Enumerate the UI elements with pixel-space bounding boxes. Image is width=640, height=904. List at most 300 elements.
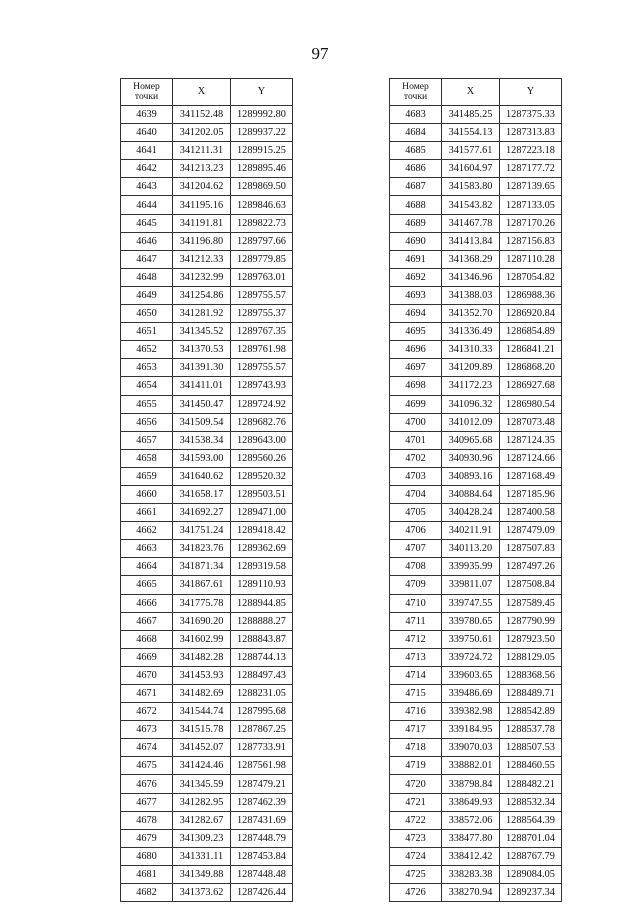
cell-y: 1286927.68 bbox=[500, 377, 562, 395]
cell-x: 341413.84 bbox=[442, 232, 500, 250]
cell-y: 1287453.84 bbox=[231, 847, 293, 865]
table-row bbox=[390, 178, 562, 196]
cell-point-number: 4669 bbox=[121, 648, 173, 666]
cell-point-number: 4665 bbox=[121, 576, 173, 594]
cell-point-number: 4716 bbox=[390, 703, 442, 721]
cell-x: 341352.70 bbox=[442, 305, 500, 323]
table-row bbox=[390, 594, 562, 612]
cell-point-number: 4663 bbox=[121, 540, 173, 558]
cell-point-number: 4676 bbox=[121, 775, 173, 793]
cell-point-number: 4671 bbox=[121, 685, 173, 703]
cell-point-number: 4655 bbox=[121, 395, 173, 413]
cell-x: 341692.27 bbox=[173, 504, 231, 522]
cell-x: 341450.47 bbox=[173, 395, 231, 413]
cell-point-number: 4677 bbox=[121, 793, 173, 811]
table-row bbox=[390, 413, 562, 431]
cell-y: 1289362.69 bbox=[231, 540, 293, 558]
cell-point-number: 4686 bbox=[390, 160, 442, 178]
cell-y: 1287426.44 bbox=[231, 884, 293, 902]
cell-point-number: 4647 bbox=[121, 250, 173, 268]
cell-y: 1287124.66 bbox=[500, 449, 562, 467]
table-row bbox=[121, 268, 293, 286]
cell-x: 340893.16 bbox=[442, 467, 500, 485]
column-header-x: X bbox=[173, 79, 231, 106]
cell-point-number: 4668 bbox=[121, 630, 173, 648]
cell-point-number: 4649 bbox=[121, 286, 173, 304]
cell-point-number: 4662 bbox=[121, 522, 173, 540]
cell-y: 1288888.27 bbox=[231, 612, 293, 630]
cell-point-number: 4657 bbox=[121, 431, 173, 449]
cell-point-number: 4706 bbox=[390, 522, 442, 540]
table-header-row bbox=[390, 79, 562, 106]
cell-y: 1289724.92 bbox=[231, 395, 293, 413]
cell-point-number: 4707 bbox=[390, 540, 442, 558]
table-row bbox=[390, 721, 562, 739]
cell-y: 1286868.20 bbox=[500, 359, 562, 377]
cell-y: 1289084.05 bbox=[500, 865, 562, 883]
cell-point-number: 4725 bbox=[390, 865, 442, 883]
table-row bbox=[121, 703, 293, 721]
cell-x: 338412.42 bbox=[442, 847, 500, 865]
table-row bbox=[121, 576, 293, 594]
table-row bbox=[121, 504, 293, 522]
cell-y: 1287589.45 bbox=[500, 594, 562, 612]
table-row bbox=[390, 449, 562, 467]
cell-y: 1289937.22 bbox=[231, 124, 293, 142]
cell-y: 1289992.80 bbox=[231, 106, 293, 124]
cell-point-number: 4693 bbox=[390, 286, 442, 304]
cell-x: 341823.76 bbox=[173, 540, 231, 558]
table-row bbox=[121, 829, 293, 847]
table-row bbox=[121, 377, 293, 395]
table-row bbox=[390, 431, 562, 449]
table-row bbox=[121, 648, 293, 666]
cell-y: 1287177.72 bbox=[500, 160, 562, 178]
table-row bbox=[390, 847, 562, 865]
cell-x: 341012.09 bbox=[442, 413, 500, 431]
cell-point-number: 4664 bbox=[121, 558, 173, 576]
cell-x: 341543.82 bbox=[442, 196, 500, 214]
cell-point-number: 4682 bbox=[121, 884, 173, 902]
cell-y: 1289797.66 bbox=[231, 232, 293, 250]
cell-y: 1286920.84 bbox=[500, 305, 562, 323]
cell-x: 341751.24 bbox=[173, 522, 231, 540]
table-row bbox=[390, 558, 562, 576]
cell-x: 341349.88 bbox=[173, 865, 231, 883]
cell-x: 341577.61 bbox=[442, 142, 500, 160]
cell-x: 341232.99 bbox=[173, 268, 231, 286]
table-row bbox=[390, 865, 562, 883]
table-row bbox=[121, 775, 293, 793]
table-row bbox=[121, 540, 293, 558]
cell-x: 341452.07 bbox=[173, 739, 231, 757]
cell-y: 1289520.32 bbox=[231, 467, 293, 485]
table-row bbox=[121, 124, 293, 142]
cell-x: 341172.23 bbox=[442, 377, 500, 395]
table-row bbox=[390, 305, 562, 323]
cell-x: 341309.23 bbox=[173, 829, 231, 847]
cell-x: 340965.68 bbox=[442, 431, 500, 449]
cell-y: 1287995.68 bbox=[231, 703, 293, 721]
cell-x: 339935.99 bbox=[442, 558, 500, 576]
table-row bbox=[121, 359, 293, 377]
cell-x: 340930.96 bbox=[442, 449, 500, 467]
cell-point-number: 4697 bbox=[390, 359, 442, 377]
cell-point-number: 4687 bbox=[390, 178, 442, 196]
cell-y: 1289822.73 bbox=[231, 214, 293, 232]
cell-y: 1287867.25 bbox=[231, 721, 293, 739]
cell-x: 341467.78 bbox=[442, 214, 500, 232]
cell-x: 341453.93 bbox=[173, 666, 231, 684]
cell-x: 341544.74 bbox=[173, 703, 231, 721]
table-row bbox=[390, 612, 562, 630]
cell-x: 341336.49 bbox=[442, 323, 500, 341]
cell-point-number: 4672 bbox=[121, 703, 173, 721]
cell-y: 1287790.99 bbox=[500, 612, 562, 630]
cell-x: 341411.01 bbox=[173, 377, 231, 395]
table-row bbox=[121, 485, 293, 503]
cell-y: 1286980.54 bbox=[500, 395, 562, 413]
cell-point-number: 4643 bbox=[121, 178, 173, 196]
cell-point-number: 4703 bbox=[390, 467, 442, 485]
cell-point-number: 4667 bbox=[121, 612, 173, 630]
cell-y: 1287508.84 bbox=[500, 576, 562, 594]
cell-y: 1288460.55 bbox=[500, 757, 562, 775]
table-row bbox=[121, 341, 293, 359]
cell-y: 1287462.39 bbox=[231, 793, 293, 811]
cell-x: 341209.89 bbox=[442, 359, 500, 377]
cell-y: 1289682.76 bbox=[231, 413, 293, 431]
table-row bbox=[390, 648, 562, 666]
cell-point-number: 4640 bbox=[121, 124, 173, 142]
cell-x: 341213.23 bbox=[173, 160, 231, 178]
column-header-y: Y bbox=[500, 79, 562, 106]
cell-x: 339724.72 bbox=[442, 648, 500, 666]
cell-y: 1289779.85 bbox=[231, 250, 293, 268]
table-row bbox=[390, 666, 562, 684]
cell-y: 1289869.50 bbox=[231, 178, 293, 196]
cell-x: 341345.52 bbox=[173, 323, 231, 341]
table-row bbox=[121, 666, 293, 684]
table-row bbox=[390, 630, 562, 648]
cell-x: 340428.24 bbox=[442, 504, 500, 522]
cell-x: 339747.55 bbox=[442, 594, 500, 612]
table-row bbox=[121, 250, 293, 268]
cell-y: 1289110.93 bbox=[231, 576, 293, 594]
table-row bbox=[121, 160, 293, 178]
cell-x: 341871.34 bbox=[173, 558, 231, 576]
cell-point-number: 4704 bbox=[390, 485, 442, 503]
cell-point-number: 4712 bbox=[390, 630, 442, 648]
cell-y: 1289767.35 bbox=[231, 323, 293, 341]
cell-y: 1289560.26 bbox=[231, 449, 293, 467]
table-row bbox=[390, 504, 562, 522]
table-row bbox=[121, 467, 293, 485]
cell-point-number: 4699 bbox=[390, 395, 442, 413]
cell-point-number: 4661 bbox=[121, 504, 173, 522]
cell-point-number: 4717 bbox=[390, 721, 442, 739]
cell-x: 340113.20 bbox=[442, 540, 500, 558]
table-row bbox=[121, 558, 293, 576]
cell-point-number: 4683 bbox=[390, 106, 442, 124]
cell-point-number: 4711 bbox=[390, 612, 442, 630]
cell-point-number: 4653 bbox=[121, 359, 173, 377]
table-row bbox=[390, 395, 562, 413]
column-header-x: X bbox=[442, 79, 500, 106]
cell-point-number: 4651 bbox=[121, 323, 173, 341]
cell-x: 341690.20 bbox=[173, 612, 231, 630]
cell-point-number: 4681 bbox=[121, 865, 173, 883]
cell-point-number: 4700 bbox=[390, 413, 442, 431]
cell-x: 339382.98 bbox=[442, 703, 500, 721]
table-row bbox=[390, 323, 562, 341]
table-row bbox=[390, 793, 562, 811]
cell-point-number: 4641 bbox=[121, 142, 173, 160]
cell-point-number: 4726 bbox=[390, 884, 442, 902]
cell-y: 1286841.21 bbox=[500, 341, 562, 359]
cell-y: 1289755.57 bbox=[231, 359, 293, 377]
cell-point-number: 4666 bbox=[121, 594, 173, 612]
cell-y: 1287054.82 bbox=[500, 268, 562, 286]
table-row bbox=[121, 431, 293, 449]
table-row bbox=[121, 449, 293, 467]
cell-x: 338649.93 bbox=[442, 793, 500, 811]
cell-y: 1287124.35 bbox=[500, 431, 562, 449]
cell-y: 1286988.36 bbox=[500, 286, 562, 304]
table-row bbox=[390, 829, 562, 847]
table-row bbox=[390, 268, 562, 286]
cell-point-number: 4646 bbox=[121, 232, 173, 250]
cell-y: 1288701.04 bbox=[500, 829, 562, 847]
cell-x: 339486.69 bbox=[442, 685, 500, 703]
cell-x: 341370.53 bbox=[173, 341, 231, 359]
table-row bbox=[390, 232, 562, 250]
cell-y: 1287156.83 bbox=[500, 232, 562, 250]
table-row bbox=[121, 865, 293, 883]
cell-y: 1288489.71 bbox=[500, 685, 562, 703]
table-header-row bbox=[121, 79, 293, 106]
cell-x: 340884.64 bbox=[442, 485, 500, 503]
cell-y: 1287375.33 bbox=[500, 106, 562, 124]
cell-point-number: 4690 bbox=[390, 232, 442, 250]
cell-point-number: 4721 bbox=[390, 793, 442, 811]
cell-y: 1288532.34 bbox=[500, 793, 562, 811]
table-row bbox=[121, 323, 293, 341]
cell-point-number: 4698 bbox=[390, 377, 442, 395]
cell-point-number: 4642 bbox=[121, 160, 173, 178]
table-row bbox=[390, 775, 562, 793]
table-row bbox=[390, 703, 562, 721]
cell-y: 1288537.78 bbox=[500, 721, 562, 739]
cell-point-number: 4722 bbox=[390, 811, 442, 829]
cell-x: 338477.80 bbox=[442, 829, 500, 847]
cell-point-number: 4701 bbox=[390, 431, 442, 449]
cell-y: 1287223.18 bbox=[500, 142, 562, 160]
table-row bbox=[121, 142, 293, 160]
cell-point-number: 4659 bbox=[121, 467, 173, 485]
cell-y: 1287110.28 bbox=[500, 250, 562, 268]
cell-point-number: 4692 bbox=[390, 268, 442, 286]
cell-y: 1289755.37 bbox=[231, 305, 293, 323]
cell-point-number: 4673 bbox=[121, 721, 173, 739]
cell-y: 1287313.83 bbox=[500, 124, 562, 142]
table-row bbox=[121, 612, 293, 630]
cell-point-number: 4654 bbox=[121, 377, 173, 395]
table-row bbox=[121, 214, 293, 232]
cell-y: 1289503.51 bbox=[231, 485, 293, 503]
cell-x: 339070.03 bbox=[442, 739, 500, 757]
cell-y: 1289895.46 bbox=[231, 160, 293, 178]
cell-point-number: 4680 bbox=[121, 847, 173, 865]
cell-x: 341191.81 bbox=[173, 214, 231, 232]
cell-point-number: 4679 bbox=[121, 829, 173, 847]
cell-y: 1287507.83 bbox=[500, 540, 562, 558]
table-row bbox=[121, 196, 293, 214]
cell-point-number: 4688 bbox=[390, 196, 442, 214]
cell-x: 341331.11 bbox=[173, 847, 231, 865]
cell-point-number: 4715 bbox=[390, 685, 442, 703]
cell-x: 341152.48 bbox=[173, 106, 231, 124]
cell-y: 1289915.25 bbox=[231, 142, 293, 160]
table-row bbox=[121, 793, 293, 811]
cell-point-number: 4644 bbox=[121, 196, 173, 214]
cell-y: 1289763.01 bbox=[231, 268, 293, 286]
table-row bbox=[390, 884, 562, 902]
cell-x: 341211.31 bbox=[173, 142, 231, 160]
table-row bbox=[121, 721, 293, 739]
cell-point-number: 4709 bbox=[390, 576, 442, 594]
cell-point-number: 4674 bbox=[121, 739, 173, 757]
cell-point-number: 4648 bbox=[121, 268, 173, 286]
cell-point-number: 4675 bbox=[121, 757, 173, 775]
cell-y: 1289761.98 bbox=[231, 341, 293, 359]
cell-y: 1287479.21 bbox=[231, 775, 293, 793]
cell-point-number: 4713 bbox=[390, 648, 442, 666]
cell-x: 341310.33 bbox=[442, 341, 500, 359]
cell-x: 341096.32 bbox=[442, 395, 500, 413]
cell-point-number: 4691 bbox=[390, 250, 442, 268]
cell-point-number: 4714 bbox=[390, 666, 442, 684]
cell-x: 338283.38 bbox=[442, 865, 500, 883]
cell-x: 341583.80 bbox=[442, 178, 500, 196]
cell-point-number: 4702 bbox=[390, 449, 442, 467]
cell-y: 1287431.69 bbox=[231, 811, 293, 829]
table-row bbox=[121, 305, 293, 323]
cell-point-number: 4710 bbox=[390, 594, 442, 612]
cell-x: 341204.62 bbox=[173, 178, 231, 196]
cell-x: 341640.62 bbox=[173, 467, 231, 485]
cell-x: 340211.91 bbox=[442, 522, 500, 540]
cell-y: 1287073.48 bbox=[500, 413, 562, 431]
cell-x: 339603.65 bbox=[442, 666, 500, 684]
cell-y: 1289237.34 bbox=[500, 884, 562, 902]
cell-point-number: 4724 bbox=[390, 847, 442, 865]
cell-x: 341482.28 bbox=[173, 648, 231, 666]
cell-point-number: 4650 bbox=[121, 305, 173, 323]
cell-x: 338798.84 bbox=[442, 775, 500, 793]
cell-x: 341593.00 bbox=[173, 449, 231, 467]
table-row bbox=[390, 467, 562, 485]
table-row bbox=[121, 286, 293, 304]
cell-x: 341602.99 bbox=[173, 630, 231, 648]
cell-y: 1289643.00 bbox=[231, 431, 293, 449]
cell-point-number: 4658 bbox=[121, 449, 173, 467]
cell-y: 1287479.09 bbox=[500, 522, 562, 540]
cell-x: 338572.06 bbox=[442, 811, 500, 829]
cell-x: 341391.30 bbox=[173, 359, 231, 377]
table-row bbox=[390, 214, 562, 232]
table-row bbox=[390, 341, 562, 359]
table-row bbox=[390, 286, 562, 304]
cell-y: 1287448.79 bbox=[231, 829, 293, 847]
table-row bbox=[121, 630, 293, 648]
table-row bbox=[121, 757, 293, 775]
cell-point-number: 4639 bbox=[121, 106, 173, 124]
table-row bbox=[121, 884, 293, 902]
table-row bbox=[390, 540, 562, 558]
table-row bbox=[121, 413, 293, 431]
cell-x: 339750.61 bbox=[442, 630, 500, 648]
table-row bbox=[390, 250, 562, 268]
table-row bbox=[390, 377, 562, 395]
table-row bbox=[390, 811, 562, 829]
table-row bbox=[390, 196, 562, 214]
cell-y: 1288129.05 bbox=[500, 648, 562, 666]
cell-x: 341196.80 bbox=[173, 232, 231, 250]
cell-x: 341254.86 bbox=[173, 286, 231, 304]
cell-point-number: 4694 bbox=[390, 305, 442, 323]
cell-y: 1289846.63 bbox=[231, 196, 293, 214]
table-row bbox=[121, 395, 293, 413]
cell-point-number: 4695 bbox=[390, 323, 442, 341]
cell-x: 339184.95 bbox=[442, 721, 500, 739]
cell-x: 341485.25 bbox=[442, 106, 500, 124]
cell-y: 1287497.26 bbox=[500, 558, 562, 576]
cell-x: 341346.96 bbox=[442, 268, 500, 286]
table-row bbox=[121, 594, 293, 612]
cell-x: 339780.65 bbox=[442, 612, 500, 630]
cell-x: 341515.78 bbox=[173, 721, 231, 739]
cell-y: 1288497.43 bbox=[231, 666, 293, 684]
cell-point-number: 4645 bbox=[121, 214, 173, 232]
cell-y: 1287168.49 bbox=[500, 467, 562, 485]
table-row bbox=[390, 576, 562, 594]
table-row bbox=[121, 522, 293, 540]
cell-x: 341658.17 bbox=[173, 485, 231, 503]
table-row bbox=[121, 178, 293, 196]
cell-y: 1287139.65 bbox=[500, 178, 562, 196]
cell-x: 341373.62 bbox=[173, 884, 231, 902]
column-header-y: Y bbox=[231, 79, 293, 106]
cell-y: 1287448.48 bbox=[231, 865, 293, 883]
coordinates-table-left bbox=[120, 78, 293, 902]
cell-y: 1287400.58 bbox=[500, 504, 562, 522]
cell-point-number: 4652 bbox=[121, 341, 173, 359]
cell-y: 1288744.13 bbox=[231, 648, 293, 666]
coordinates-table-right bbox=[389, 78, 562, 902]
cell-point-number: 4670 bbox=[121, 666, 173, 684]
cell-y: 1287133.05 bbox=[500, 196, 562, 214]
cell-point-number: 4705 bbox=[390, 504, 442, 522]
cell-x: 341282.67 bbox=[173, 811, 231, 829]
cell-y: 1288368.56 bbox=[500, 666, 562, 684]
cell-y: 1289418.42 bbox=[231, 522, 293, 540]
table-row bbox=[390, 160, 562, 178]
cell-y: 1288944.85 bbox=[231, 594, 293, 612]
cell-y: 1288231.05 bbox=[231, 685, 293, 703]
cell-x: 341281.92 bbox=[173, 305, 231, 323]
table-row bbox=[390, 106, 562, 124]
